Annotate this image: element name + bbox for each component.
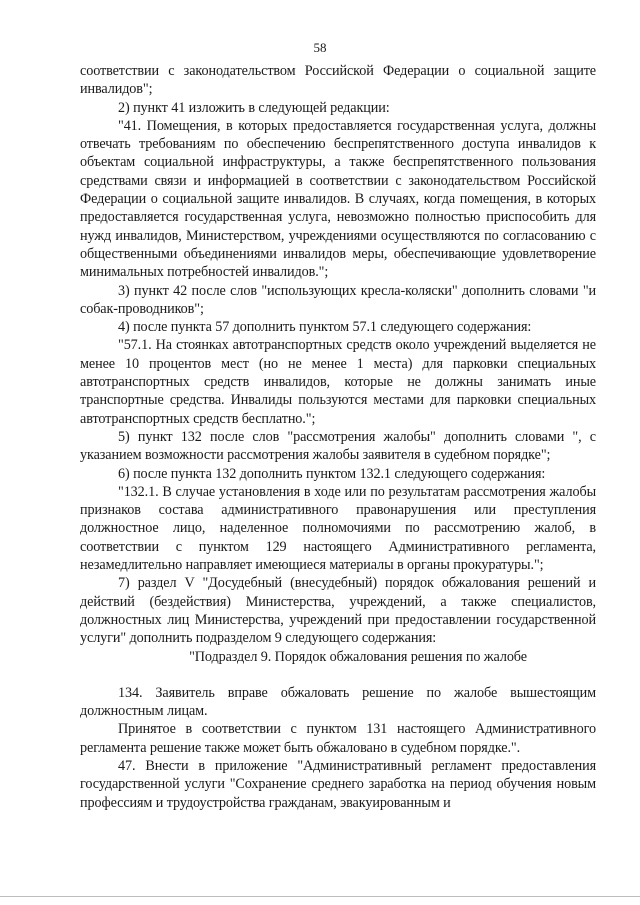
paragraph-item-2: 2) пункт 41 изложить в следующей редакции: xyxy=(118,99,390,116)
subsection-heading: "Подраздел 9. Порядок обжалования решения по жалобе xyxy=(189,648,527,665)
page-number: 58 xyxy=(313,40,327,55)
paragraph-item-3: 3) пункт 42 после слов "использующих кресла-коляски" дополнить словами "и собак-проводников"; xyxy=(80,282,596,317)
paragraph-point-132-1: "132.1. В случае установления в ходе или по результатам рассмотрения жалобы признаков состава административного правонарушения или преступления должностное лицо, наделенное полномочиями по рассмотрению жалоб, в соответствии с пунктом 129 настоящего Административного регламента, незамедлительно направляет имеющиеся материалы в органы прокуратуры."; xyxy=(80,483,596,574)
scan-bottom-edge xyxy=(0,896,640,897)
paragraph-continuation: соответствии с законодательством Российской Федерации о социальной защите инвалидов"; xyxy=(80,63,596,98)
paragraph-item-4: 4) после пункта 57 дополнить пунктом 57.1 следующего содержания: xyxy=(118,319,532,336)
paragraph-point-57-1: "57.1. На стоянках автотранспортных средств около учреждений выделяется не менее 10 процентов мест (но не менее 1 места) для парковки специальных автотранспортных средств инвалидов, которые не должны занимать иные транспортные средства. Инвалиды пользуются местами для парковки специальных автотранспортных средств бесплатно."; xyxy=(80,337,596,427)
blank-line xyxy=(80,666,596,684)
paragraph-item-5: 5) пункт 132 после слов "рассмотрения жалобы" дополнить словами ", с указанием возможности рассмотрения жалобы заявителя в судебном порядке"; xyxy=(80,428,596,464)
paragraph-point-134: 134. Заявитель вправе обжаловать решение по жалобе вышестоящим должностным лицам. xyxy=(80,684,596,720)
paragraph-item-6: 6) после пункта 132 дополнить пунктом 132.1 следующего содержания: xyxy=(118,465,546,482)
document-body xyxy=(80,62,596,812)
paragraph-item-47: 47. Внести в приложение "Административный регламент предоставления государственной услуги "Сохранение среднего заработка на период обучения новым профессиям и трудоустройства гражданам, эвакуированным и xyxy=(80,757,596,811)
paragraph-item-7: 7) раздел V "Досудебный (внесудебный) порядок обжалования решений и действий (бездействия) Министерства, учреждений, а также специалистов, должностных лиц Министерства, учреждений при предоставлении государственной услуги" дополнить подразделом 9 следующего содержания: xyxy=(80,575,596,647)
paragraph-point-41: "41. Помещения, в которых предоставляется государственная услуга, должны отвечать требованиям по обеспечению беспрепятственного доступа инвалидов к объектам социальной инфраструктуры, а также беспрепятственного пользования средствами связи и информацией в соответствии с законодательством Российской Федерации о социальной защите инвалидов. В случаях, когда помещения, в которых предоставляется государственная услуга, невозможно полностью приспособить для нужд инвалидов, Министерством, учреждениями осуществляются по согласованию с общественными объединениями инвалидов меры, обеспечивающие удовлетворение минимальных потребностей инвалидов."; xyxy=(80,117,596,281)
paragraph-court-appeal: Принятое в соответствии с пунктом 131 настоящего Административного регламента решение также может быть обжаловано в судебном порядке.". xyxy=(80,721,596,756)
